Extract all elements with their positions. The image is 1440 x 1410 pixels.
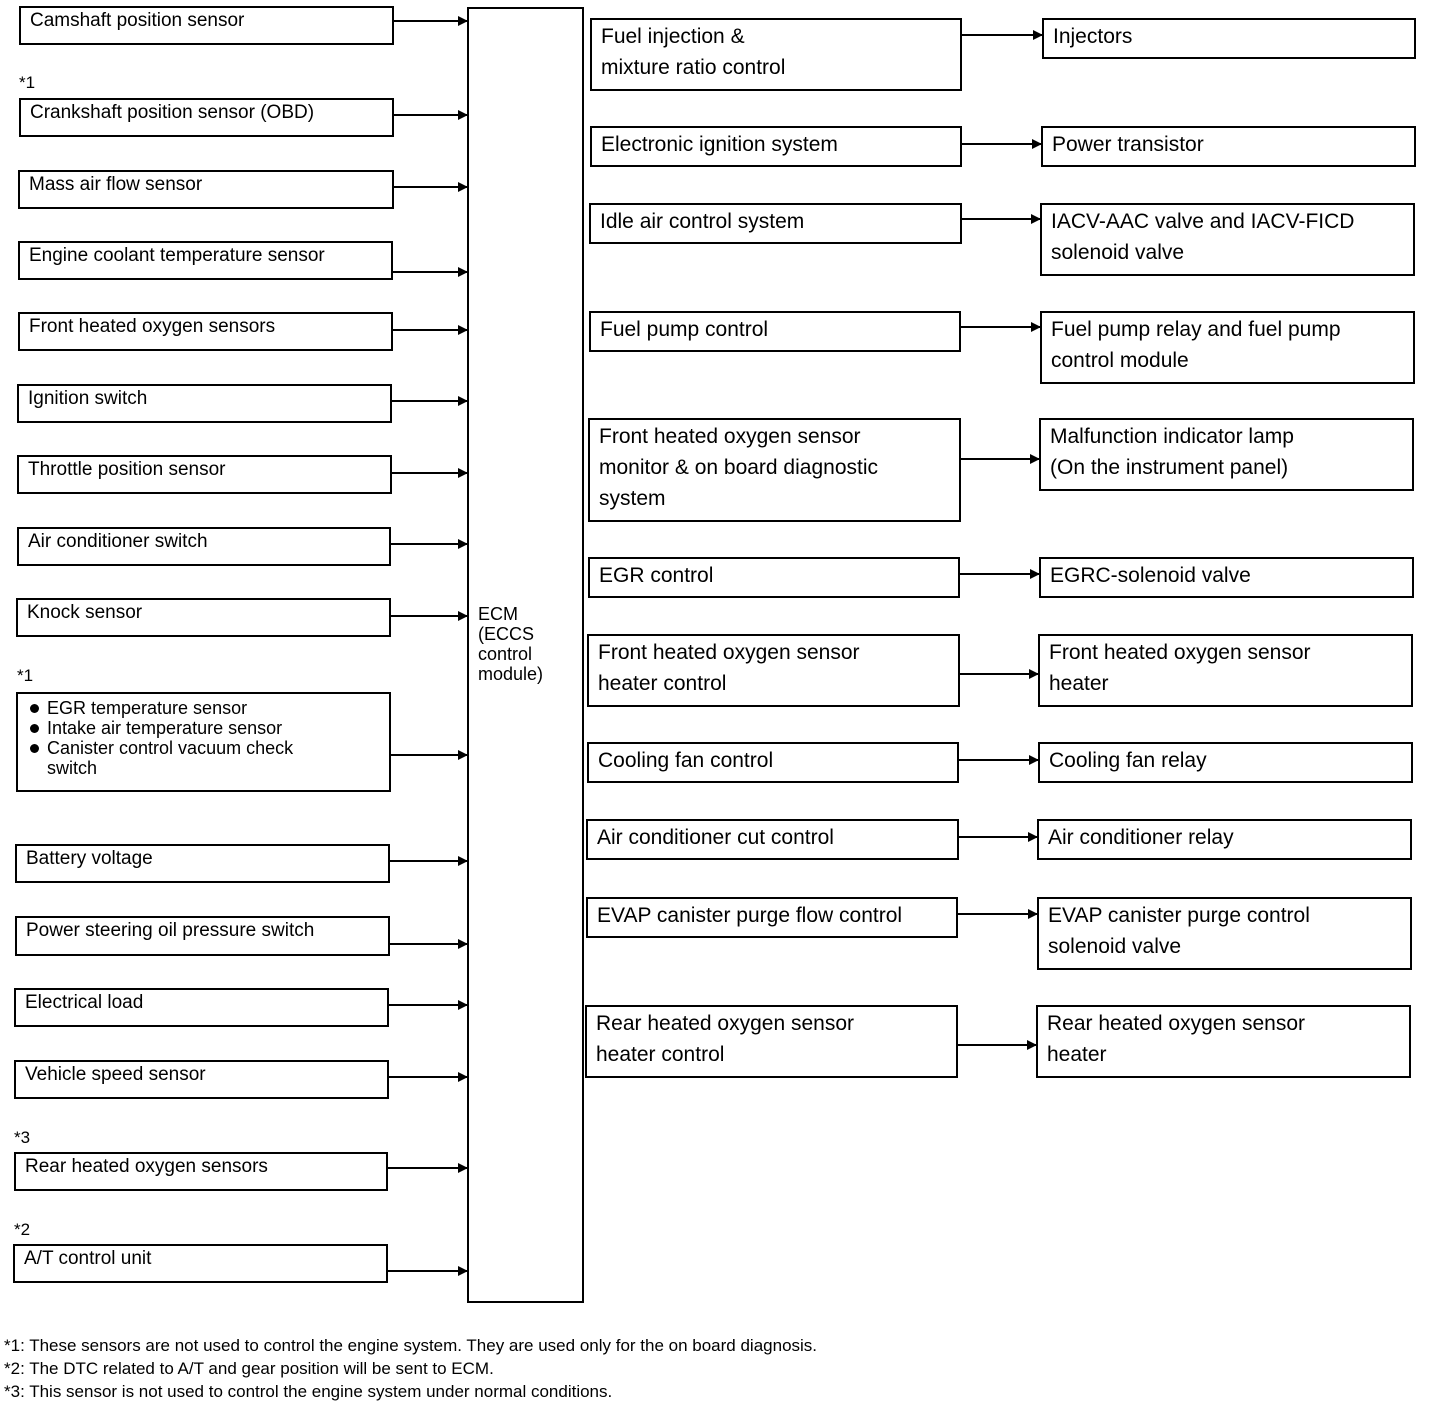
- function-label-line: Front heated oxygen sensor: [598, 641, 860, 664]
- footnote-marker-1: *1: [17, 666, 34, 685]
- output-label-line: Malfunction indicator lamp: [1050, 425, 1294, 448]
- ecm-label-line: control: [478, 644, 533, 664]
- function-label-line: Air conditioner cut control: [597, 826, 834, 849]
- function-label-line: Cooling fan control: [598, 749, 774, 772]
- output-label-line: solenoid valve: [1048, 935, 1182, 958]
- footnote-marker-2: *2: [14, 1220, 31, 1239]
- function-label-line: EGR control: [599, 564, 714, 587]
- ecm-label-line: module): [478, 664, 544, 684]
- footnote-1: *1: These sensors are not used to control the engine system. They are used only for the on board diagnosis.: [4, 1336, 818, 1355]
- bullet-egr-temperature-sensor: EGR temperature sensor: [28, 698, 389, 718]
- function-label-line: Fuel pump control: [600, 318, 769, 341]
- input-label: Camshaft position sensor: [30, 10, 245, 31]
- output-label-line: Front heated oxygen sensor: [1049, 641, 1311, 664]
- input-label: A/T control unit: [24, 1248, 152, 1269]
- output-label-line: IACV-AAC valve and IACV-FICD: [1051, 210, 1355, 233]
- input-label: Air conditioner switch: [28, 531, 208, 552]
- output-label-line: control module: [1051, 349, 1189, 372]
- output-label-line: (On the instrument panel): [1050, 456, 1289, 479]
- output-label-line: Cooling fan relay: [1049, 749, 1207, 772]
- function-label-line: system: [599, 487, 666, 510]
- input-label: Engine coolant temperature sensor: [29, 245, 325, 266]
- output-label-line: EVAP canister purge control: [1048, 904, 1310, 927]
- function-label-line: monitor & on board diagnostic: [599, 456, 878, 479]
- output-label-line: heater: [1047, 1043, 1107, 1066]
- function-label-line: Rear heated oxygen sensor: [596, 1012, 854, 1035]
- output-label-line: Power transistor: [1052, 133, 1204, 156]
- function-label-line: mixture ratio control: [601, 56, 786, 79]
- input-label: Knock sensor: [27, 602, 143, 623]
- output-label-line: Injectors: [1053, 25, 1133, 48]
- footnote-marker-1: *1: [19, 73, 36, 92]
- ecm-label-line: ECM: [478, 604, 518, 624]
- function-label-line: Idle air control system: [600, 210, 805, 233]
- footnote-3: *3: This sensor is not used to control the engine system under normal conditions.: [4, 1382, 613, 1401]
- bullet-intake-air-temperature-sensor: Intake air temperature sensor: [28, 718, 389, 738]
- input-label: Ignition switch: [28, 388, 148, 409]
- input-label: Vehicle speed sensor: [25, 1064, 206, 1085]
- input-label: Power steering oil pressure switch: [26, 920, 315, 941]
- input-label: Crankshaft position sensor (OBD): [30, 102, 315, 123]
- input-label: Electrical load: [25, 992, 144, 1013]
- input-label: Front heated oxygen sensors: [29, 316, 276, 337]
- function-label-line: Electronic ignition system: [601, 133, 838, 156]
- output-label-line: solenoid valve: [1051, 241, 1185, 264]
- output-label-line: EGRC-solenoid valve: [1050, 564, 1251, 587]
- ecm-label-line: (ECCS: [478, 624, 535, 644]
- function-label-line: Front heated oxygen sensor: [599, 425, 861, 448]
- bullet-canister-control-vacuum-check-switch: Canister control vacuum check switch: [28, 738, 347, 778]
- output-label-line: Air conditioner relay: [1048, 826, 1234, 849]
- footnote-marker-3: *3: [14, 1128, 31, 1147]
- input-label: Battery voltage: [26, 848, 153, 869]
- footnote-2: *2: The DTC related to A/T and gear position will be sent to ECM.: [4, 1359, 494, 1378]
- input-label: Throttle position sensor: [28, 459, 226, 480]
- input-label: Rear heated oxygen sensors: [25, 1156, 268, 1177]
- function-label-line: EVAP canister purge flow control: [597, 904, 903, 927]
- input-label: Mass air flow sensor: [29, 174, 203, 195]
- output-label-line: heater: [1049, 672, 1109, 695]
- function-label-line: heater control: [596, 1043, 725, 1066]
- output-label-line: Fuel pump relay and fuel pump: [1051, 318, 1341, 341]
- output-label-line: Rear heated oxygen sensor: [1047, 1012, 1305, 1035]
- function-label-line: Fuel injection &: [601, 25, 745, 48]
- function-label-line: heater control: [598, 672, 727, 695]
